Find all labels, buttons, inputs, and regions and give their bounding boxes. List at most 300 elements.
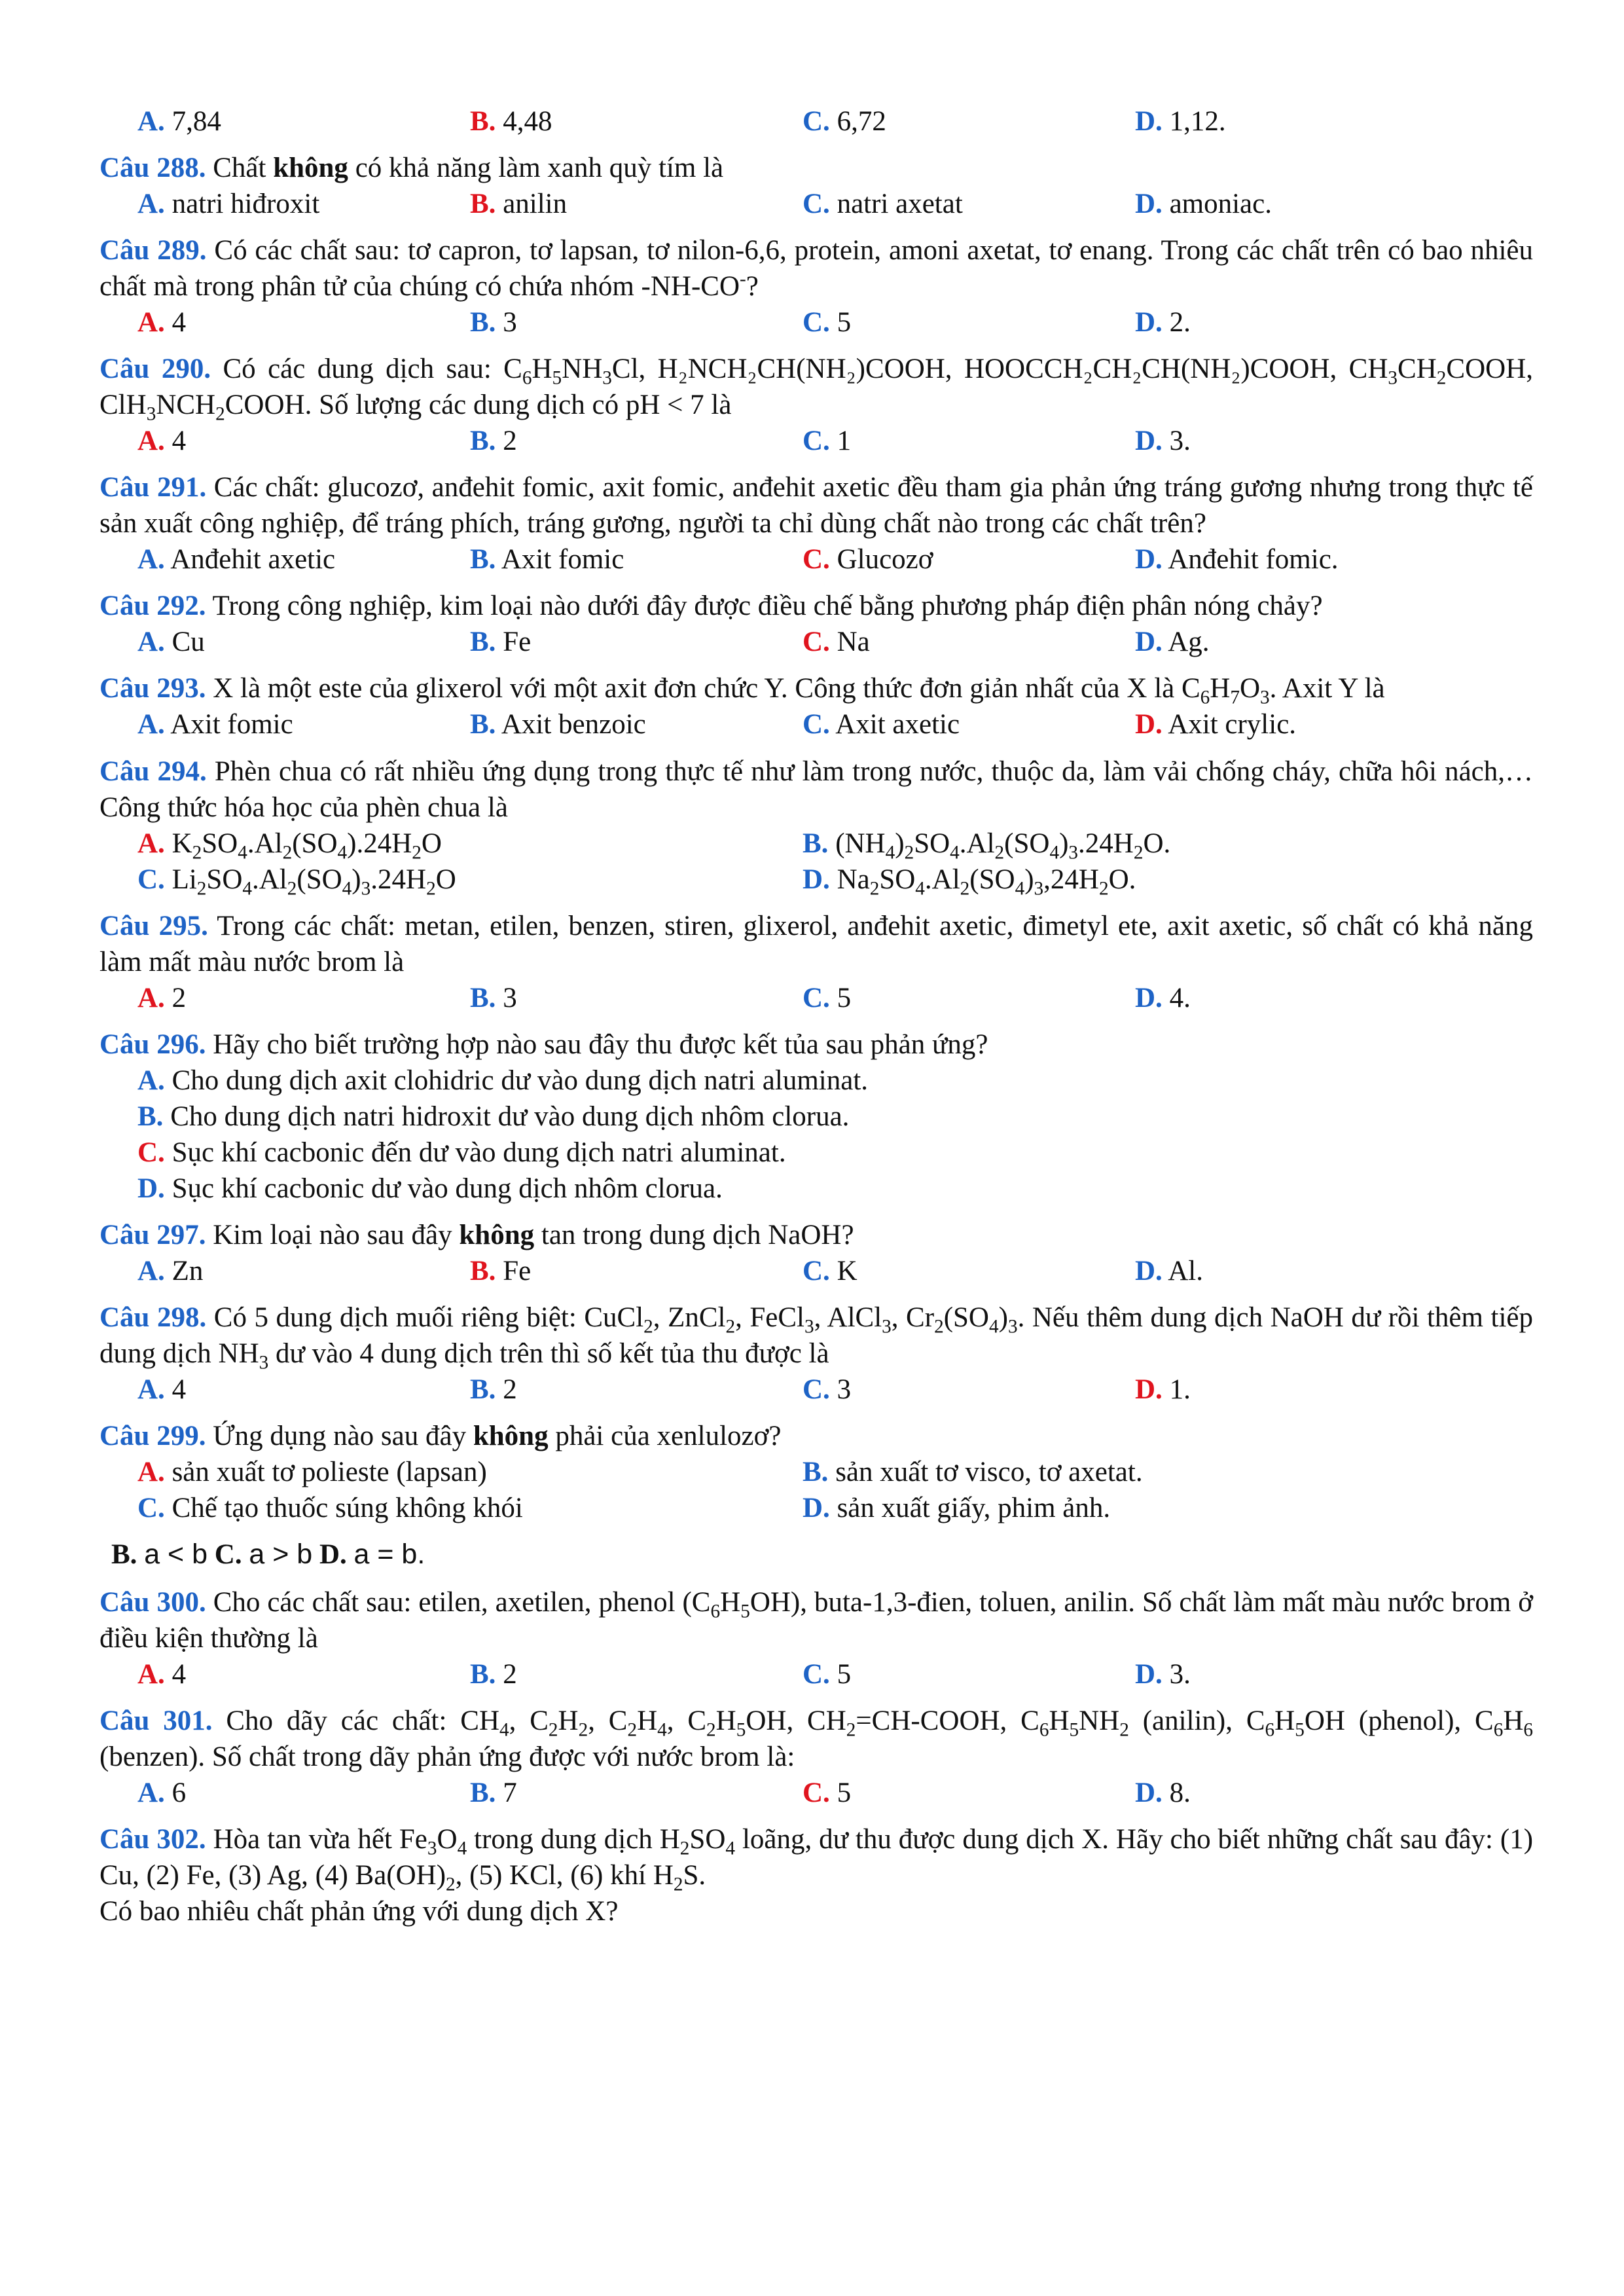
stem-text: phải của xenlulozơ? [555, 1421, 782, 1452]
option-letter: B. [137, 1101, 164, 1132]
option-letter: B. [470, 709, 496, 740]
stem-text: trong dung dịch H [474, 1824, 680, 1855]
option-d [1135, 980, 1468, 1016]
question-stem [99, 1821, 1533, 1893]
formula-sub: 4 [342, 878, 352, 900]
question-294 [99, 754, 1533, 898]
stem-sub: 3 [882, 1316, 892, 1338]
option-text: Sục khí cacbonic dư vào dung dịch nhôm clorua. [171, 1173, 723, 1204]
option-d [1135, 304, 1468, 340]
question-number: Câu 292. [99, 591, 206, 622]
option-text: Cu [171, 627, 205, 658]
option-letter: A. [137, 1065, 165, 1096]
option-b [470, 186, 803, 222]
stem-text: , C [666, 1705, 707, 1737]
formula-sub: 2 [1098, 878, 1109, 900]
formula-sub: 2 [412, 842, 422, 864]
option-letter: A. [137, 307, 165, 338]
option-text: 2 [171, 982, 187, 1013]
stem-sub: 5 [552, 367, 562, 389]
options [137, 423, 1533, 459]
option-a [137, 826, 803, 862]
stem-text: , C [509, 1705, 549, 1737]
question-stem [99, 1418, 1533, 1454]
question-296 [99, 1027, 1533, 1207]
option-d [1135, 1372, 1468, 1408]
formula-sub: 4 [238, 842, 247, 864]
option-letter: A. [137, 709, 165, 740]
stem-sub: 2 [934, 1316, 944, 1338]
option-a [137, 423, 470, 459]
stem-text: , Cr [891, 1302, 935, 1333]
option-text: 3 [503, 982, 517, 1013]
option-text: 5 [837, 307, 852, 338]
option-b [470, 980, 803, 1016]
option-a [137, 624, 470, 660]
options [137, 186, 1533, 222]
option-b [470, 304, 803, 340]
formula-sub: 2 [282, 842, 293, 864]
option-b [470, 423, 803, 459]
stem-sub: 2 [1436, 367, 1447, 389]
formula-part: Na [837, 864, 870, 895]
option-letter: B. [470, 1374, 496, 1405]
option-b [470, 1372, 803, 1408]
question-298 [99, 1300, 1533, 1408]
stem-sub: 4 [657, 1719, 667, 1741]
option-text: 6,72 [837, 106, 886, 137]
option-c [803, 103, 1135, 139]
option-letter: D. [1135, 709, 1163, 740]
stem-sub: 4 [499, 1719, 509, 1741]
option-d [803, 862, 1468, 898]
question-299 [99, 1418, 1533, 1526]
question-stem [99, 1703, 1533, 1775]
stem-text: H [720, 1587, 741, 1618]
option-letter: A. [137, 426, 165, 457]
stem-sub: 3 [602, 367, 612, 389]
option-letter: C. [803, 1777, 830, 1809]
question-288 [99, 150, 1533, 222]
formula-sub: 4 [1049, 842, 1060, 864]
stem-text: Trong các chất: metan, etilen, benzen, stiren, glixerol, anđehit axetic, đimetyl ete, axit axetic, số chất có khả năng làm mất màu nước brom là [99, 910, 1533, 977]
question-290 [99, 351, 1533, 459]
stem-sub: 4 [457, 1838, 467, 1859]
stem-bold: không [473, 1421, 549, 1452]
stray-letter: C. [214, 1539, 242, 1571]
option-text: 3 [837, 1374, 852, 1405]
stem-text: S. [683, 1860, 706, 1891]
stem-sup: - [740, 268, 746, 290]
option-letter: B. [470, 1777, 496, 1809]
question-number: Câu 291. [99, 472, 207, 503]
formula-part: O [435, 864, 456, 895]
formula-sub: 4 [1015, 878, 1025, 900]
option-letter: C. [137, 1137, 165, 1168]
stem-text: Có các chất sau: tơ capron, tơ lapsan, tơ nilon-6,6, protein, amoni axetat, tơ enang. Trong các chất trên có bao nhiêu chất mà trong phân tử của chúng có chứa nhóm -NH-CO [99, 235, 1534, 302]
stem-text: OH, CH [746, 1705, 846, 1737]
formula-part: .Al [959, 828, 995, 859]
stem-sub: 2 [446, 1874, 456, 1895]
option-letter: C. [803, 1255, 830, 1286]
stem-text: CH [1398, 354, 1437, 385]
stray-expression: a > b [249, 1539, 313, 1571]
formula-part: ,24H [1043, 864, 1099, 895]
option-letter: C. [803, 627, 830, 658]
question-stem [99, 588, 1533, 624]
option-a [137, 103, 470, 139]
stem-text: H [715, 1705, 736, 1737]
stem-sub: 3 [1388, 367, 1398, 389]
option-letter: D. [1135, 426, 1163, 457]
question-stem [99, 908, 1533, 980]
formula-sub: 2 [960, 878, 970, 900]
question-stem [99, 1027, 1533, 1063]
question-number: Câu 302. [99, 1824, 206, 1855]
formula-sub: 2 [192, 842, 202, 864]
options [137, 1253, 1533, 1289]
stem-text: ) [998, 1302, 1008, 1333]
option-text: anilin [503, 189, 568, 220]
option-text: sản xuất tơ polieste (lapsan) [171, 1457, 487, 1488]
stem-text: Trong công nghiệp, kim loại nào dưới đây được điều chế bằng phương pháp điện phân nóng chảy? [212, 591, 1323, 622]
options [137, 1372, 1533, 1408]
option-letter: D. [1135, 189, 1163, 220]
formula-part: ) [1059, 828, 1069, 859]
stem-sub: 7 [1230, 687, 1240, 709]
option-b [470, 1775, 803, 1811]
question-300 [99, 1584, 1533, 1692]
option-c [137, 1135, 1533, 1171]
option-letter: A. [137, 1457, 165, 1488]
formula-sub: 2 [196, 878, 207, 900]
option-letter: D. [1135, 307, 1163, 338]
option-text: Fe [503, 627, 532, 658]
option-text: Chế tạo thuốc súng không khói [171, 1493, 523, 1524]
option-d [1135, 541, 1468, 577]
option-text: Axit fomic [170, 709, 293, 740]
option-c [803, 304, 1135, 340]
option-text: 2 [503, 1374, 517, 1405]
question-number: Câu 293. [99, 673, 206, 704]
option-text: 7,84 [171, 106, 221, 137]
option-a [137, 980, 470, 1016]
options [137, 103, 1533, 139]
option-text: Axit axetic [835, 709, 960, 740]
option-a [137, 1063, 1533, 1099]
stem-bold: không [459, 1219, 535, 1250]
stem-text: SO [689, 1824, 726, 1855]
question-301 [99, 1703, 1533, 1811]
option-letter: C. [803, 426, 830, 457]
option-a [137, 541, 470, 577]
stray-period: . [417, 1539, 425, 1571]
option-d [1135, 186, 1468, 222]
exam-content [99, 103, 1533, 1940]
option-letter: B. [470, 426, 496, 457]
question-number: Câu 297. [99, 1219, 206, 1250]
option-text: Cho dung dịch natri hidroxit dư vào dung dịch nhôm clorua. [170, 1101, 850, 1132]
option-letter: B. [470, 544, 496, 575]
option-letter: C. [803, 709, 830, 740]
options [137, 1063, 1533, 1207]
question-287 [99, 103, 1533, 139]
stem-sub: 4 [988, 1316, 999, 1338]
option-text: Ag. [1168, 627, 1210, 658]
option-letter: A. [137, 1374, 165, 1405]
option-letter: A. [137, 189, 165, 220]
stem-sub: 4 [725, 1838, 736, 1859]
option-b [803, 826, 1468, 862]
option-text: Cho dung dịch axit clohidric dư vào dung dịch natri aluminat. [171, 1065, 869, 1096]
formula-part: ).24H [347, 828, 412, 859]
stem-sub: 2 [725, 1316, 736, 1338]
question-number: Câu 299. [99, 1421, 206, 1452]
stem-text: Các chất: glucozơ, anđehit fomic, axit fomic, anđehit axetic đều tham gia phản ứng tráng gương nhưng trong thực tế sản xuất công nghiệp, để tráng phích, tráng gương, người ta chỉ dùng chất nào trong các chất trên? [99, 472, 1534, 539]
option-d [1135, 706, 1468, 742]
question-number: Câu 288. [99, 153, 206, 184]
option-b [470, 624, 803, 660]
stem-text: H [1210, 673, 1231, 704]
question-stem [99, 1217, 1533, 1253]
options [137, 624, 1533, 660]
stem-text: COOH. Số lượng các dung dịch có pH < 7 là [225, 390, 732, 421]
formula-part: Li [171, 864, 197, 895]
option-letter: D. [803, 864, 830, 895]
stray-letter: B. [111, 1539, 137, 1571]
option-c [803, 1253, 1135, 1289]
stem-sub: 3 [427, 1838, 437, 1859]
formula-sub: 4 [915, 878, 925, 900]
stem-sub: 2 [627, 1719, 638, 1741]
option-c [803, 541, 1135, 577]
stem-bold: không [273, 153, 348, 184]
options-row-2 [137, 862, 1533, 898]
option-letter: C. [137, 1493, 165, 1524]
option-letter: B. [470, 1659, 496, 1690]
option-letter: A. [137, 106, 165, 137]
option-c [803, 1372, 1135, 1408]
formula-sub: 2 [426, 878, 436, 900]
stem-text: Kim loại nào sau đây [213, 1219, 452, 1250]
question-number: Câu 294. [99, 756, 207, 787]
stem-text: tan trong dung dịch NaOH? [541, 1219, 854, 1250]
option-text: Sục khí cacbonic đến dư vào dung dịch natri aluminat. [171, 1137, 786, 1168]
option-d [1135, 103, 1468, 139]
question-stem [99, 351, 1533, 423]
options [137, 1656, 1533, 1692]
stem-text: Hòa tan vừa hết Fe [213, 1824, 427, 1855]
stem-sub: 5 [740, 1601, 750, 1622]
stem-sub: 2 [578, 1719, 588, 1741]
stem-sub: 2 [548, 1719, 558, 1741]
formula-sub: 2 [904, 842, 914, 864]
option-a [137, 1372, 470, 1408]
option-text: 4 [171, 1659, 187, 1690]
stem-text: , (5) KCl, (6) khí H [455, 1860, 674, 1891]
option-text: K [837, 1255, 857, 1286]
stem-sub: 6 [710, 1601, 721, 1622]
option-text: Al. [1168, 1255, 1203, 1286]
stem-text: Cho dãy các chất: CH [226, 1705, 499, 1737]
option-letter: B. [470, 106, 496, 137]
stem-text: (benzen). Số chất trong dãy phản ứng được với nước brom là: [99, 1741, 795, 1773]
option-text: Anđehit fomic. [1168, 544, 1339, 575]
stem-text: NCH [156, 390, 216, 421]
option-text: 1. [1169, 1374, 1191, 1405]
stem-sub: 6 [522, 367, 532, 389]
stem-text: Có 5 dung dịch muối riêng biệt: CuCl [213, 1302, 644, 1333]
option-text: amoniac. [1169, 189, 1272, 220]
option-letter: D. [1135, 627, 1163, 658]
option-d [1135, 1253, 1468, 1289]
option-text: 4 [171, 426, 187, 457]
stem-text: H [532, 354, 552, 385]
question-295 [99, 908, 1533, 1016]
formula-part: SO [202, 828, 238, 859]
option-text: Axit benzoic [501, 709, 646, 740]
option-text: 4. [1169, 982, 1191, 1013]
formula-sub: 4 [337, 842, 348, 864]
option-text: Axit fomic [501, 544, 624, 575]
options [137, 980, 1533, 1016]
stem-sub: 5 [1295, 1719, 1305, 1741]
options [137, 541, 1533, 577]
formula-sub: 2 [994, 842, 1005, 864]
stem-text: O [437, 1824, 458, 1855]
formula-part: SO [914, 828, 950, 859]
question-number: Câu 296. [99, 1029, 206, 1060]
option-text: Glucozơ [837, 544, 933, 575]
formula-sub: 2 [1133, 842, 1144, 864]
option-b [470, 541, 803, 577]
option-a [137, 1253, 470, 1289]
option-text: Axit crylic. [1168, 709, 1297, 740]
option-b [470, 103, 803, 139]
formula-sub: 4 [950, 842, 960, 864]
stem-text: , ZnCl [653, 1302, 726, 1333]
stem-text: H [1274, 1705, 1295, 1737]
question-291 [99, 469, 1533, 577]
option-text: 4 [171, 307, 187, 338]
formula-sub: 4 [242, 878, 252, 900]
formula-part: .24H [1078, 828, 1134, 859]
stem-sub: 5 [1069, 1719, 1079, 1741]
option-text: Fe [503, 1255, 532, 1286]
option-letter: C. [803, 544, 830, 575]
option-text: 4,48 [503, 106, 552, 137]
option-text: natri axetat [837, 189, 963, 220]
option-text: 3. [1169, 426, 1191, 457]
question-stem [99, 754, 1533, 826]
option-a [137, 1775, 470, 1811]
stem-sub: 2 [1119, 1719, 1129, 1741]
option-letter: D. [137, 1173, 165, 1204]
formula-part: .Al [252, 864, 287, 895]
option-letter: B. [470, 627, 496, 658]
stem-sub: 2 [706, 1719, 716, 1741]
option-text: natri hiđroxit [171, 189, 320, 220]
formula-sub: 3 [1068, 842, 1079, 864]
options-row-1 [137, 826, 1533, 862]
option-letter: C. [803, 106, 830, 137]
option-text: 2. [1169, 307, 1191, 338]
stem-sub: 6 [1493, 1719, 1504, 1741]
option-letter: B. [470, 982, 496, 1013]
question-number: Câu 289. [99, 235, 207, 266]
option-c [803, 624, 1135, 660]
question-number: Câu 295. [99, 910, 208, 941]
question-stem [99, 469, 1533, 541]
option-text: 3. [1169, 1659, 1191, 1690]
option-text: Na [837, 627, 870, 658]
stem-sub: 6 [1200, 687, 1210, 709]
option-letter: B. [803, 828, 829, 859]
stem-text: H [637, 1705, 658, 1737]
question-number: Câu 290. [99, 354, 211, 385]
option-letter: C. [803, 189, 830, 220]
option-letter: A. [137, 982, 165, 1013]
stem-text: OH), buta-1,3-đien, toluen, anilin. Số chất làm mất màu nước brom ở điều kiện thường là [99, 1587, 1534, 1654]
option-text: 2 [503, 1659, 517, 1690]
stem-text: (SO [943, 1302, 989, 1333]
option-text: 5 [837, 1777, 852, 1809]
stray-options-line [111, 1537, 1533, 1573]
option-letter: A. [137, 1777, 165, 1809]
option-text: 7 [503, 1777, 517, 1809]
formula-part: .Al [247, 828, 283, 859]
option-letter: C. [803, 1374, 830, 1405]
option-a [137, 186, 470, 222]
question-stem [99, 150, 1533, 186]
stem-text: có khả năng làm xanh quỳ tím là [355, 153, 724, 184]
option-text: 3 [503, 307, 517, 338]
option-text: 6 [171, 1777, 187, 1809]
stem-text: , AlCl [814, 1302, 882, 1333]
option-letter: A. [137, 627, 165, 658]
option-c [803, 186, 1135, 222]
stem-text: . Axit Y là [1269, 673, 1385, 704]
option-d [137, 1171, 1533, 1207]
stem-text: H [1503, 1705, 1524, 1737]
option-letter: B. [470, 189, 496, 220]
stem-sub: 3 [146, 403, 156, 425]
option-text: Anđehit axetic [170, 544, 336, 575]
stem-text: (anilin), C [1142, 1705, 1265, 1737]
options-row-1 [137, 1454, 1533, 1490]
option-b [137, 1099, 1533, 1135]
option-letter: B. [803, 1457, 829, 1488]
option-c [137, 1490, 803, 1526]
stem-text: Cl, H₂NCH₂CH(NH₂)COOH, HOOCCH₂CH₂CH(NH₂)COOH, CH [611, 354, 1388, 385]
formula-part: O. [1108, 864, 1136, 895]
options [137, 706, 1533, 742]
stem-sub: 6 [1523, 1719, 1534, 1741]
formula-part: SO [879, 864, 916, 895]
stem-text: Phèn chua có rất nhiều ứng dụng trong thực tế như làm trong nước, thuộc da, làm vải chống cháy, chữa hôi nách,…Công thức hóa học của phèn chua là [99, 756, 1534, 823]
formula-sub: 2 [287, 878, 297, 900]
stem-sub: 2 [215, 403, 225, 425]
stray-expression: a = b [353, 1539, 418, 1571]
question-297 [99, 1217, 1533, 1289]
option-a [137, 1656, 470, 1692]
stem-text: Hãy cho biết trường hợp nào sau đây thu được kết tủa sau phản ứng? [213, 1029, 988, 1060]
question-stem [99, 670, 1533, 709]
stem-text: OH (phenol), C [1304, 1705, 1494, 1737]
formula-sub: 3 [361, 878, 371, 900]
option-letter: D. [1135, 982, 1163, 1013]
options [137, 304, 1533, 340]
